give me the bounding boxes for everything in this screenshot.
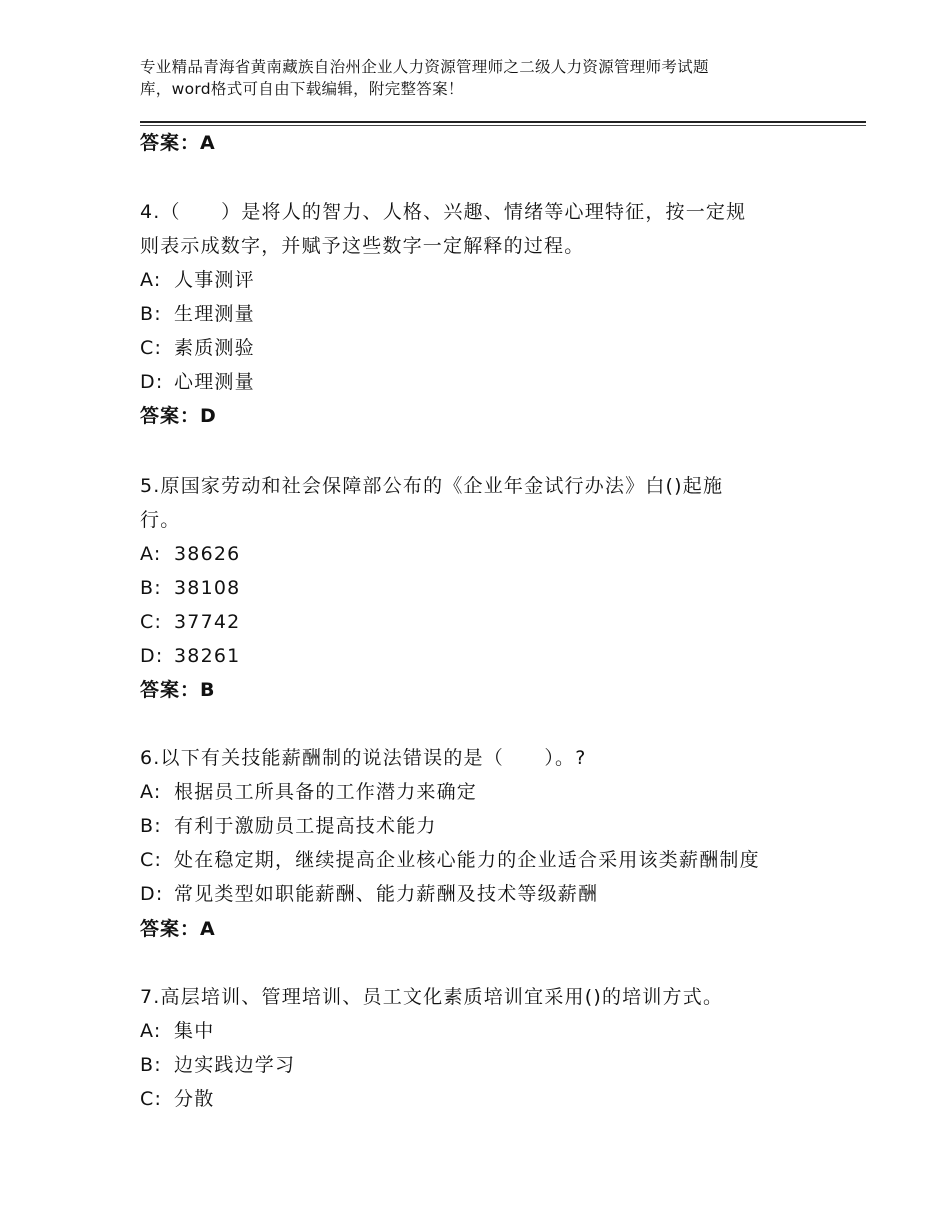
option-letter: B: [140,303,162,325]
q5-option-a [140,541,240,567]
option-text: 人事测评 [174,269,255,291]
header-rule-thick [140,121,866,123]
option-text: 38626 [174,543,241,565]
q7-option-a [140,1018,214,1044]
option-letter: A: [140,1020,162,1042]
option-letter: A: [140,781,162,803]
option-letter: C: [140,849,163,871]
q4-stem-line-1: 4.（ ）是将人的智力、人格、兴趣、情绪等心理特征，按一定规 [140,201,747,223]
option-text: 38108 [174,577,241,599]
option-text: 37742 [174,611,241,633]
option-letter: B: [140,577,162,599]
q4-option-c [140,335,255,361]
q6-answer: 答案：A [140,918,216,940]
option-letter: D: [140,883,164,905]
q5-answer: 答案：B [140,679,216,701]
q4-option-a [140,267,255,293]
option-letter: C: [140,1088,163,1110]
document-header [140,56,820,100]
q5-option-c [140,609,240,635]
q4-option-d [140,369,255,395]
option-text: 边实践边学习 [174,1054,296,1076]
q4-option-b [140,301,255,327]
q7-option-c [140,1086,214,1112]
q6-stem-line-1: 6.以下有关技能薪酬制的说法错误的是（ ）。? [140,747,587,769]
option-letter: A: [140,543,162,565]
q7-option-b [140,1052,295,1078]
option-letter: D: [140,371,164,393]
q7-stem-line-1: 7.高层培训、管理培训、员工文化素质培训宜采用()的培训方式。 [140,986,724,1008]
option-letter: B: [140,1054,162,1076]
header-line-2: 库，word格式可自由下载编辑，附完整答案！ [140,80,464,98]
option-text: 根据员工所具备的工作潜力来确定 [174,781,478,803]
option-text: 有利于激励员工提高技术能力 [174,815,437,837]
option-text: 生理测量 [174,303,255,325]
option-letter: B: [140,815,162,837]
option-text: 心理测量 [174,371,255,393]
option-letter: D: [140,645,164,667]
q5-option-d [140,643,240,669]
q6-option-b [140,813,437,839]
q4-answer: 答案：D [140,405,217,427]
header-line-1: 专业精品青海省黄南藏族自治州企业人力资源管理师之二级人力资源管理师考试题 [140,58,709,76]
option-text: 常见类型如职能薪酬、能力薪酬及技术等级薪酬 [174,883,599,905]
q5-option-b [140,575,240,601]
q5-stem-line-2: 行。 [140,509,181,531]
option-letter: C: [140,611,163,633]
q6-option-a [140,779,477,805]
option-text: 分散 [174,1088,215,1110]
q5-stem-line-1: 5.原国家劳动和社会保障部公布的《企业年金试行办法》白()起施 [140,475,724,497]
option-text: 集中 [174,1020,215,1042]
option-text: 素质测验 [174,337,255,359]
option-letter: C: [140,337,163,359]
prev-answer: 答案：A [140,132,216,154]
q6-option-c [140,847,760,873]
header-rule-thin [140,125,866,126]
option-letter: A: [140,269,162,291]
option-text: 38261 [174,645,241,667]
q6-option-d [140,881,598,907]
option-text: 处在稳定期，继续提高企业核心能力的企业适合采用该类薪酬制度 [174,849,760,871]
q4-stem-line-2: 则表示成数字，并赋予这些数字一定解释的过程。 [140,235,585,257]
